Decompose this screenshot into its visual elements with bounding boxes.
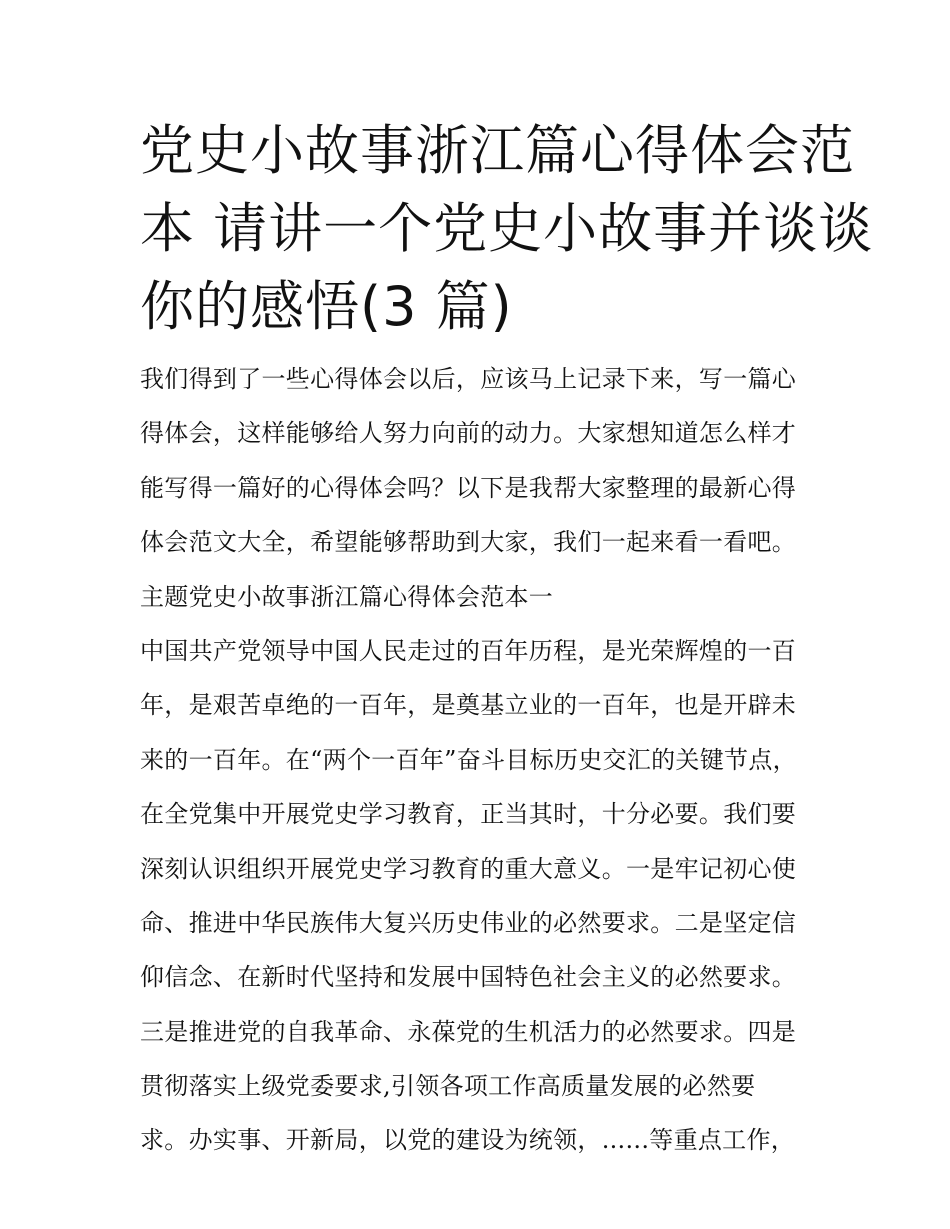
paragraph-line: 年，是艰苦卓绝的一百年，是奠基立业的一百年，也是开辟未 <box>140 691 797 720</box>
paragraph-line: 贯彻落实上级党委要求,引领各项工作高质量发展的必然要 <box>140 1072 756 1101</box>
document-body <box>140 352 830 1168</box>
paragraph-line: 三是推进党的自我革命、永葆党的生机活力的必然要求。四是 <box>140 1017 797 1046</box>
paragraph-line: 中国共产党领导中国人民走过的百年历程，是光荣辉煌的一百 <box>140 636 797 665</box>
paragraph-line: 命、推进中华民族伟大复兴历史伟业的必然要求。二是坚定信 <box>140 908 797 937</box>
paragraph-line: 深刻认识组织开展党史学习教育的重大意义。一是牢记初心使 <box>140 854 797 883</box>
paragraph-line: 我们得到了一些心得体会以后，应该马上记录下来，写一篇心 <box>140 365 797 393</box>
paragraph-line: 得体会，这样能够给人努力向前的动力。大家想知道怎么样才 <box>140 419 797 448</box>
paragraph-line: 仰信念、在新时代坚持和发展中国特色社会主义的必然要求。 <box>140 963 797 992</box>
paragraph-line: 来的一百年。在“两个一百年”奋斗目标历史交汇的关键节点， <box>140 745 797 774</box>
paragraph-line: 能写得一篇好的心得体会吗？以下是我帮大家整理的最新心得 <box>140 473 797 502</box>
paragraph-line: 体会范文大全，希望能够帮助到大家，我们一起来看一看吧。 <box>140 528 797 557</box>
title-line: 你的感悟(3 篇) <box>140 275 513 338</box>
title-line: 党史小故事浙江篇心得体会范 <box>140 119 855 182</box>
document-title <box>140 112 874 346</box>
title-line: 本 请讲一个党史小故事并谈谈 <box>140 197 874 260</box>
section-heading: 主题党史小故事浙江篇心得体会范本一 <box>140 582 554 611</box>
paragraph-line: 求。办实事、开新局，以党的建设为统领，......等重点工作， <box>140 1126 796 1155</box>
paragraph-line: 在全党集中开展党史学习教育，正当其时，十分必要。我们要 <box>140 800 797 829</box>
